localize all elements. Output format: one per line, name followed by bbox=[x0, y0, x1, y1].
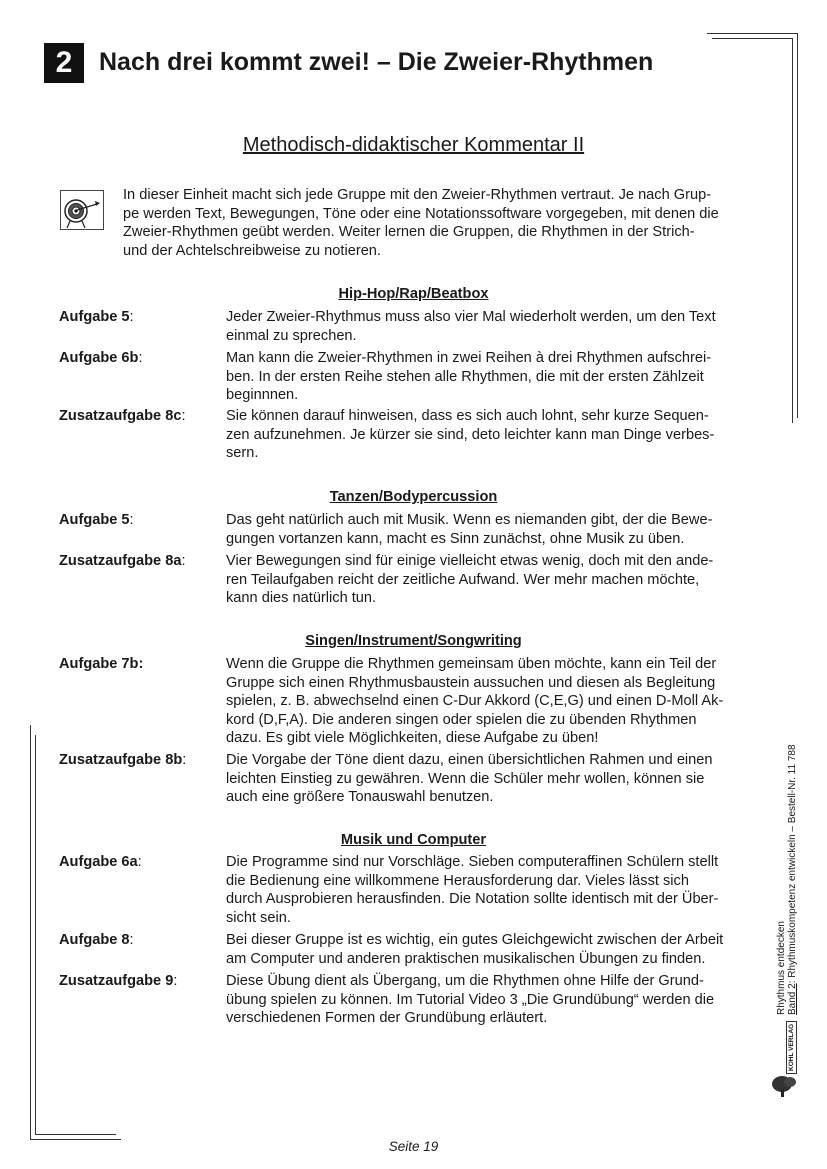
task-text: Die Programme sind nur Vorschläge. Sieben computeraffinen Schülern stellt die Bedienung eine willkommene Herausforderung dar. Vieles lässt sich durch Ausprobieren herausfinden. Die Notation sollte identisch mit der Über- sicht sein. bbox=[226, 854, 719, 926]
frame-top-line-2 bbox=[712, 38, 793, 39]
section-subtitle: Methodisch-didaktischer Kommentar II bbox=[242, 134, 585, 156]
task-label: Zusatzaufgabe 8b: bbox=[59, 752, 187, 768]
section-heading-hiphop: Hip-Hop/Rap/Beatbox bbox=[338, 286, 489, 302]
task-label: Zusatzaufgabe 8c: bbox=[59, 408, 186, 424]
task-text: Man kann die Zweier-Rhythmen in zwei Reihen à drei Rhythmen aufschrei- ben. In der ersten Reihe stehen alle Rhythmen, die mit der ersten Zählzeit beginnnen. bbox=[226, 350, 712, 403]
task-label: Zusatzaufgabe 8a: bbox=[59, 553, 186, 569]
task-label: Aufgabe 5: bbox=[59, 309, 134, 325]
task-label: Aufgabe 5: bbox=[59, 512, 134, 528]
series-title: Rhythmus entdecken bbox=[776, 921, 787, 1015]
kohl-verlag-logo bbox=[768, 1023, 800, 1098]
section-heading-singing: Singen/Instrument/Songwriting bbox=[305, 633, 522, 649]
task-text: Sie können darauf hinweisen, dass es sich auch lohnt, sehr kurze Sequen- zen aufzunehmen. Je kürzer sie sind, deto leichter kann man Dinge verbes- sern. bbox=[226, 408, 715, 461]
frame-top-line-1 bbox=[707, 33, 798, 34]
task-text: Vier Bewegungen sind für einige vielleicht etwas wenig, doch mit den ande- ren Teilaufgaben reicht der zeitliche Aufwand. Wer mehr machen möchte, kann dies natürlich tun. bbox=[226, 553, 714, 606]
frame-right-line-1 bbox=[792, 38, 793, 423]
task-label: Aufgabe 7b: bbox=[59, 656, 144, 672]
frame-left-line-1 bbox=[30, 725, 31, 1139]
task-text: Bei dieser Gruppe ist es wichtig, ein gutes Gleichgewicht zwischen der Arbeit am Computer und anderen praktischen musikalischen Übungen zu finden. bbox=[226, 932, 724, 967]
intro-line: In dieser Einheit macht sich jede Gruppe mit den Zweier-Rhythmen vertraut. Je nach Grup- bbox=[123, 187, 712, 203]
intro-line: Zweier-Rhythmen geübt werden. Weiter lernen die Gruppen, die Rhythmen in der Strich- bbox=[123, 224, 695, 240]
publisher-sidebar bbox=[776, 744, 798, 1015]
task-text: Diese Übung dient als Übergang, um die Rhythmen ohne Hilfe der Grund- übung spielen zu können. Im Tutorial Video 3 „Die Grundübung“ werden die verschiedenen Formen der Grundübung erläutert. bbox=[226, 973, 715, 1026]
task-text: Die Vorgabe der Töne dient dazu, einen übersichtlichen Rahmen und einen leichten Einstieg zu gewähren. Wenn die Schüler mehr wollen, können sie auch eine größere Tonauswahl benutzen. bbox=[226, 752, 713, 805]
task-text: Jeder Zweier-Rhythmus muss also vier Mal wiederholt werden, um den Text einmal zu sprechen. bbox=[226, 309, 716, 344]
frame-bottom-line-2 bbox=[35, 1134, 116, 1135]
target-icon bbox=[60, 190, 104, 230]
page-number: Seite 19 bbox=[388, 1139, 439, 1154]
chapter-number-badge: 2 bbox=[44, 43, 84, 83]
task-label: Zusatzaufgabe 9: bbox=[59, 973, 178, 989]
section-heading-dance: Tanzen/Bodypercussion bbox=[329, 489, 498, 505]
volume-info: Band 2: Rhythmuskompetenz entwickeln – Bestell-Nr. 11 788 bbox=[787, 744, 798, 1015]
intro-line: pe werden Text, Bewegungen, Töne oder eine Notationssoftware vorgegeben, mit denen die bbox=[123, 205, 719, 222]
frame-left-line-2 bbox=[35, 735, 36, 1135]
logo-text: KOHL VERLAG bbox=[786, 1021, 797, 1074]
task-label: Aufgabe 6b: bbox=[59, 350, 143, 366]
task-label: Aufgabe 6a: bbox=[59, 854, 142, 870]
page-title: Nach drei kommt zwei! – Die Zweier-Rhythmen bbox=[99, 48, 654, 76]
task-label: Aufgabe 8: bbox=[59, 932, 134, 948]
section-heading-computer: Musik und Computer bbox=[340, 832, 487, 848]
intro-paragraph bbox=[123, 186, 751, 260]
intro-line: und der Achtelschreibweise zu notieren. bbox=[123, 242, 381, 259]
task-text: Das geht natürlich auch mit Musik. Wenn es niemanden gibt, der die Bewe- gungen vortanzen kann, macht es Sinn zunächst, ohne Musik zu üben. bbox=[226, 512, 713, 547]
task-text: Wenn die Gruppe die Rhythmen gemeinsam üben möchte, kann ein Teil der Gruppe sich einen Rhythmusbaustein aussuchen und diesen als Begleitung spielen, z. B. abwechselnd einen C-Dur Akkord (C,E,G) und einen D-Moll Ak- kord (D,F,A). Die anderen singen oder spielen die zu übenden Rhythmen dazu. Es gibt viele Möglichkeiten, diese Aufgabe zu üben! bbox=[226, 656, 724, 746]
frame-right-line-2 bbox=[797, 33, 798, 418]
